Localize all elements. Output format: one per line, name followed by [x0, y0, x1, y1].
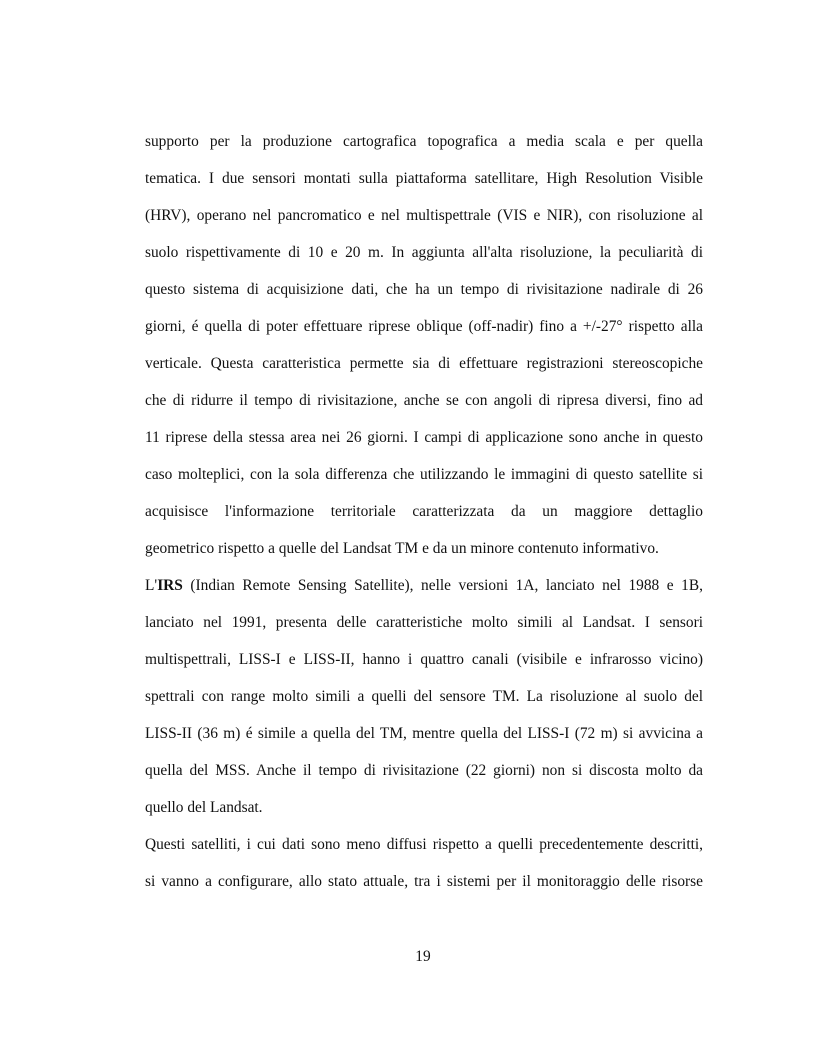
text-line: spettrali con range molto simili a quelli del sensore TM. La risoluzione al suolo del: [145, 688, 703, 705]
text-line: tematica. I due sensori montati sulla piattaforma satellitare, High Resolution Visible: [145, 170, 703, 187]
text-line: si vanno a configurare, allo stato attuale, tra i sistemi per il monitoraggio delle risorse: [145, 873, 703, 890]
text-line: Questi satelliti, i cui dati sono meno diffusi rispetto a quelli precedentemente descritti,: [145, 836, 703, 853]
text-line: verticale. Questa caratteristica permette sia di effettuare registrazioni stereoscopiche: [145, 355, 703, 372]
text-line-last: geometrico rispetto a quelle del Landsat TM e da un minore contenuto informativo.: [145, 540, 659, 557]
text-line: lanciato nel 1991, presenta delle caratteristiche molto simili al Landsat. I sensori: [145, 614, 703, 631]
text-line: giorni, é quella di poter effettuare riprese oblique (off-nadir) fino a +/-27° rispetto alla: [145, 318, 703, 335]
text-line: acquisisce l'informazione territoriale caratterizzata da un maggiore dettaglio: [145, 503, 703, 520]
text-line: multispettrali, LISS-I e LISS-II, hanno i quattro canali (visibile e infrarosso vicino): [145, 651, 703, 668]
text-line-irs-intro: [145, 576, 703, 596]
irs-bold-term: IRS: [157, 577, 183, 594]
irs-prefix: L': [145, 577, 158, 594]
text-line: suolo rispettivamente di 10 e 20 m. In aggiunta all'alta risoluzione, la peculiarità di: [145, 244, 703, 261]
text-line: (HRV), operano nel pancromatico e nel multispettrale (VIS e NIR), con risoluzione al: [145, 207, 703, 224]
text-line: caso molteplici, con la sola differenza che utilizzando le immagini di questo satellite si: [145, 466, 703, 483]
text-line: che di ridurre il tempo di rivisitazione, anche se con angoli di ripresa diversi, fino ad: [145, 392, 703, 409]
text-line: LISS-II (36 m) é simile a quella del TM, mentre quella del LISS-I (72 m) si avvicina a: [145, 725, 703, 742]
irs-rest: (Indian Remote Sensing Satellite), nelle versioni 1A, lanciato nel 1988 e 1B,: [182, 577, 703, 594]
text-line: 11 riprese della stessa area nei 26 giorni. I campi di applicazione sono anche in questo: [145, 429, 703, 446]
text-line: supporto per la produzione cartografica topografica a media scala e per quella: [145, 133, 703, 150]
page-number: 19: [415, 948, 431, 965]
text-line: quella del MSS. Anche il tempo di rivisitazione (22 giorni) non si discosta molto da: [145, 762, 703, 779]
text-line-last: quello del Landsat.: [145, 799, 263, 816]
text-line: questo sistema di acquisizione dati, che ha un tempo di rivisitazione nadirale di 26: [145, 281, 703, 298]
